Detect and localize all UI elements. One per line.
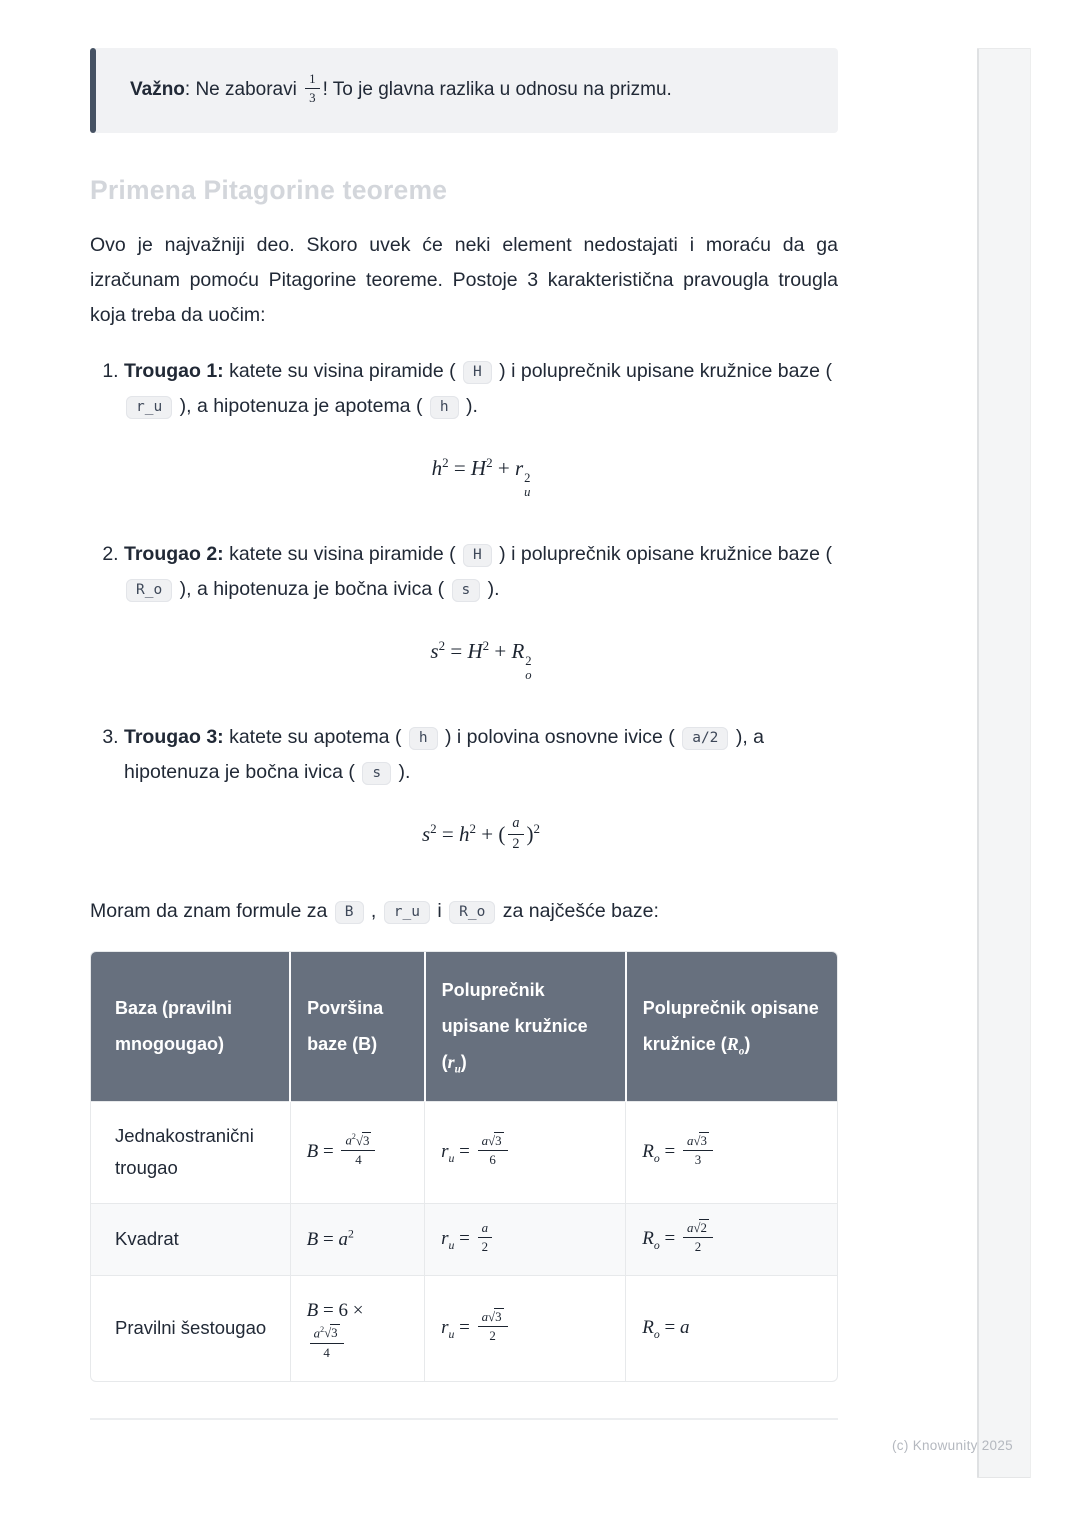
table-header-row (91, 952, 837, 1101)
list-item-text: 1. Trougao 1: katete su visina piramide ( H ) i poluprečnik upisane kružnice baze ( r_u ), a hipotenuza je apotema ( h ). (124, 359, 832, 417)
list-item (124, 720, 838, 856)
formula-cell: $R_o$ = $\frac{a√3}{3}$ (626, 1101, 837, 1203)
formula-cell: $R_o$ = $\frac{a√2}{2}$ (626, 1203, 837, 1275)
formula-note: Moram da znam formule za B , r_u i R_o za najčešće baze: (90, 899, 659, 922)
code-badge: a/2 (682, 727, 728, 750)
callout-text: Važno: Ne zaboravi $\frac{1}{3}$ ! To je glavna razlika u odnosu na prizmu. (130, 71, 672, 106)
formula-cell: $B = a^2$ (290, 1203, 424, 1275)
code-badge: R_o (449, 901, 495, 924)
footer-credit: (c) Knowunity 2025 (892, 1438, 1013, 1453)
triangle-list (90, 354, 838, 856)
document-content (90, 48, 838, 1420)
table-row (91, 1203, 837, 1275)
code-badge: h (430, 396, 459, 419)
code-badge: R_o (126, 579, 172, 602)
formula-cell: B = 6 × $\frac{a^2√3}{4}$ (290, 1275, 424, 1380)
formula-block: $s^2 = h^2$ + ( $\frac{a}{2}$ )$^2$ (421, 815, 541, 853)
code-badge: H (463, 544, 492, 567)
intro-paragraph: Ovo je najvažniji deo. Skoro uvek će neki element nedostajati i moraću da ga izračunam pomoću Pitagorine teoreme. Postoje 3 karakteristična pravougla trougla koja treba da uočim: (90, 234, 838, 327)
code-badge: h (409, 727, 438, 750)
divider (90, 1418, 838, 1420)
formula-cell: B = $\frac{a^2√3}{4}$ (290, 1101, 424, 1203)
base-name-cell: Pravilni šestougao (91, 1275, 290, 1380)
code-badge: H (463, 361, 492, 384)
formula-cell: $r_u$ = $\frac{a√3}{2}$ (425, 1275, 626, 1380)
section-heading: Primena Pitagorine teoreme (90, 175, 448, 206)
list-item-text: 3. Trougao 3: katete su apotema ( h ) i polovina osnovne ivice ( a/2 ), a hipotenuza je bočna ivica ( s ). (124, 726, 765, 784)
formula-block: $h^2 = H^2 + r$ 2 u (431, 454, 531, 499)
callout (90, 48, 838, 133)
code-badge: r_u (384, 901, 430, 924)
code-badge: s (452, 579, 481, 602)
code-badge: r_u (126, 396, 172, 419)
formula-cell: $r_u$ = $\frac{a√3}{6}$ (425, 1101, 626, 1203)
table-row (91, 1275, 837, 1380)
formula-cell: $R_o = a$ (626, 1275, 837, 1380)
formula-block: $s^2 = H^2 + R$ 2 o (430, 638, 532, 683)
list-item (124, 537, 838, 682)
base-name-cell: Kvadrat (91, 1203, 290, 1275)
table-header-cell: Baza (pravilni mnogougao) (91, 952, 290, 1101)
code-badge: B (335, 901, 364, 924)
code-badge: s (362, 762, 391, 785)
formula-cell: $r_u$ = $\frac{a}{2}$ (425, 1203, 626, 1275)
table-row (91, 1101, 837, 1203)
table-header-cell: Poluprečnik upisane kružnice $(r_u)$ (425, 952, 626, 1101)
table-header-cell: Površina baze (B) (290, 952, 424, 1101)
table-header-cell: Poluprečnik opisane kružnice $(R_o)$ (626, 952, 837, 1101)
list-item (124, 354, 838, 499)
base-formulas-table (90, 951, 838, 1382)
base-name-cell: Jednakostranični trougao (91, 1101, 290, 1203)
list-item-text: 2. Trougao 2: katete su visina piramide ( H ) i poluprečnik opisane kružnice baze ( R_o ), a hipotenuza je bočna ivica ( s ). (124, 542, 832, 600)
scrollbar-track[interactable] (977, 48, 1031, 1478)
